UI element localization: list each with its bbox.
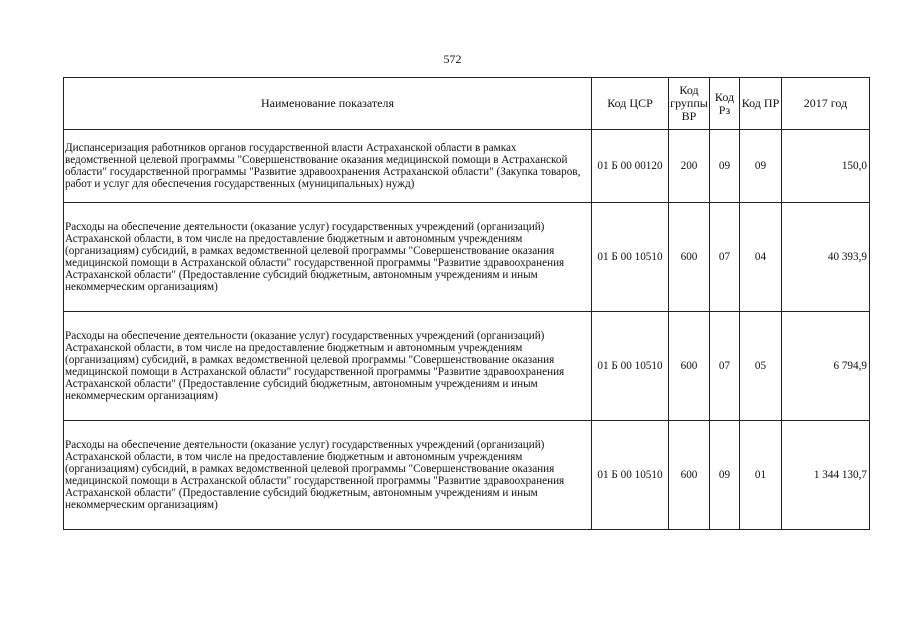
- header-csr-code: Код ЦСР: [592, 78, 669, 130]
- row-name: Диспансеризация работников органов государственной власти Астраханской области в рамках ведомственной целевой программы "Совершенствование оказания медицинской помощи в Астраханской области" государственной программы "Развитие здравоохранения Астраханской области" (Закупка товаров, работ и услуг для обеспечения государственных (муниципальных) нужд): [64, 130, 592, 203]
- row-amount: 40 393,9: [782, 203, 870, 312]
- table-row: [64, 203, 870, 312]
- row-rz-code: 07: [710, 312, 740, 421]
- table-row: [64, 312, 870, 421]
- row-pr-code: 05: [740, 312, 782, 421]
- table-row: [64, 421, 870, 530]
- header-vr-code: Код группы ВР: [669, 78, 710, 130]
- row-csr-code: 01 Б 00 10510: [592, 203, 669, 312]
- row-csr-code: 01 Б 00 10510: [592, 312, 669, 421]
- row-name: Расходы на обеспечение деятельности (оказание услуг) государственных учреждений (организаций) Астраханской области, в том числе на предоставление бюджетным и автономным учреждениям (организациям) субсидий, в рамках ведомственной целевой программы "Совершенствование оказания медицинской помощи в Астраханской области" государственной программы "Развитие здравоохранения Астраханской области" (Предоставление субсидий бюджетным, автономным учреждениям и иным некоммерческим организациям): [64, 312, 592, 421]
- row-rz-code: 09: [710, 130, 740, 203]
- row-pr-code: 04: [740, 203, 782, 312]
- row-amount: 150,0: [782, 130, 870, 203]
- page-number: 572: [443, 52, 462, 66]
- row-rz-code: 07: [710, 203, 740, 312]
- row-vr-code: 200: [669, 130, 710, 203]
- row-csr-code: 01 Б 00 00120: [592, 130, 669, 203]
- row-rz-code: 09: [710, 421, 740, 530]
- budget-table: [63, 77, 870, 530]
- row-pr-code: 09: [740, 130, 782, 203]
- row-vr-code: 600: [669, 203, 710, 312]
- row-pr-code: 01: [740, 421, 782, 530]
- row-csr-code: 01 Б 00 10510: [592, 421, 669, 530]
- table-row: [64, 130, 870, 203]
- row-amount: 6 794,9: [782, 312, 870, 421]
- row-name: Расходы на обеспечение деятельности (оказание услуг) государственных учреждений (организаций) Астраханской области, в том числе на предоставление бюджетным и автономным учреждениям (организациям) субсидий, в рамках ведомственной целевой программы "Совершенствование оказания медицинской помощи в Астраханской области" государственной программы "Развитие здравоохранения Астраханской области" (Предоставление субсидий бюджетным, автономным учреждениям и иным некоммерческим организациям): [64, 203, 592, 312]
- row-name: Расходы на обеспечение деятельности (оказание услуг) государственных учреждений (организаций) Астраханской области, в том числе на предоставление бюджетным и автономным учреждениям (организациям) субсидий, в рамках ведомственной целевой программы "Совершенствование оказания медицинской помощи в Астраханской области" государственной программы "Развитие здравоохранения Астраханской области" (Предоставление субсидий бюджетным, автономным учреждениям и иным некоммерческим организациям): [64, 421, 592, 530]
- row-amount: 1 344 130,7: [782, 421, 870, 530]
- header-pr-code: Код ПР: [740, 78, 782, 130]
- header-name: Наименование показателя: [64, 78, 592, 130]
- row-vr-code: 600: [669, 421, 710, 530]
- header-year: 2017 год: [782, 78, 870, 130]
- row-vr-code: 600: [669, 312, 710, 421]
- header-rz-code: Код Рз: [710, 78, 740, 130]
- table-header-row: [64, 78, 870, 130]
